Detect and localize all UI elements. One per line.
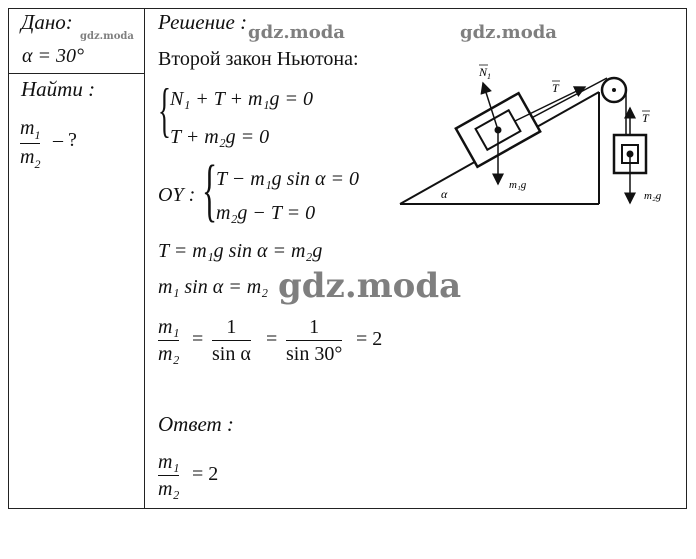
answer-result: = 2 [192, 463, 219, 485]
angle-label: α [441, 187, 448, 201]
label-tension-vertical: T [642, 111, 649, 125]
ratio-eq-sign-2: = [266, 328, 278, 350]
system2-brace: { [202, 152, 218, 229]
find-header: Найти : [21, 77, 96, 101]
watermark-2: gdz.moda [460, 22, 557, 43]
given-header: Дано: [21, 10, 73, 34]
watermark-1: gdz.moda [248, 22, 345, 43]
find-fraction: $m_1$ $m_2$ [20, 117, 41, 171]
answer-header: Ответ : [158, 412, 234, 436]
system1-brace: { [158, 77, 171, 143]
row-divider-given [8, 73, 145, 74]
system1-eq1: N₁ + T + m₁g = 0 [170, 88, 313, 110]
pulley [602, 78, 626, 102]
oy-label: OY : [158, 184, 196, 206]
system1-eq2: T + m₂g = 0 [170, 126, 270, 148]
ratio-frac2: 1 sin α [212, 316, 251, 365]
solution-header: Решение : [158, 10, 248, 34]
system2-eq1: T − m₁g sin α = 0 [216, 168, 359, 190]
ratio-frac1: m₁ m₂ [158, 316, 180, 365]
system2-eq2: m₂g − T = 0 [216, 202, 316, 224]
find-question: – ? [53, 129, 77, 151]
column-divider [144, 8, 145, 509]
label-tension-incline: T [552, 81, 559, 95]
eq-tension: T = m₁g sin α = m₂g [158, 240, 323, 262]
incline-diagram [395, 60, 685, 220]
ratio-frac3: 1 sin 30° [286, 316, 343, 365]
watermark-small: gdz.moda [80, 31, 134, 42]
ratio-eq-sign-1: = [192, 328, 204, 350]
watermark-big: gdz.moda [278, 266, 462, 306]
label-m1g: m₁g [509, 179, 527, 191]
given-alpha: α = 30° [22, 45, 84, 67]
label-normal: $N_1$ [479, 65, 492, 81]
newton-law-label: Второй закон Ньютона: [158, 48, 359, 70]
label-m2g: m₂g [644, 190, 662, 202]
ratio-result: = 2 [356, 328, 383, 350]
eq-mass-relation: m₁ sin α = m₂ [158, 276, 269, 298]
answer-fraction: m₁ m₂ [158, 451, 180, 500]
